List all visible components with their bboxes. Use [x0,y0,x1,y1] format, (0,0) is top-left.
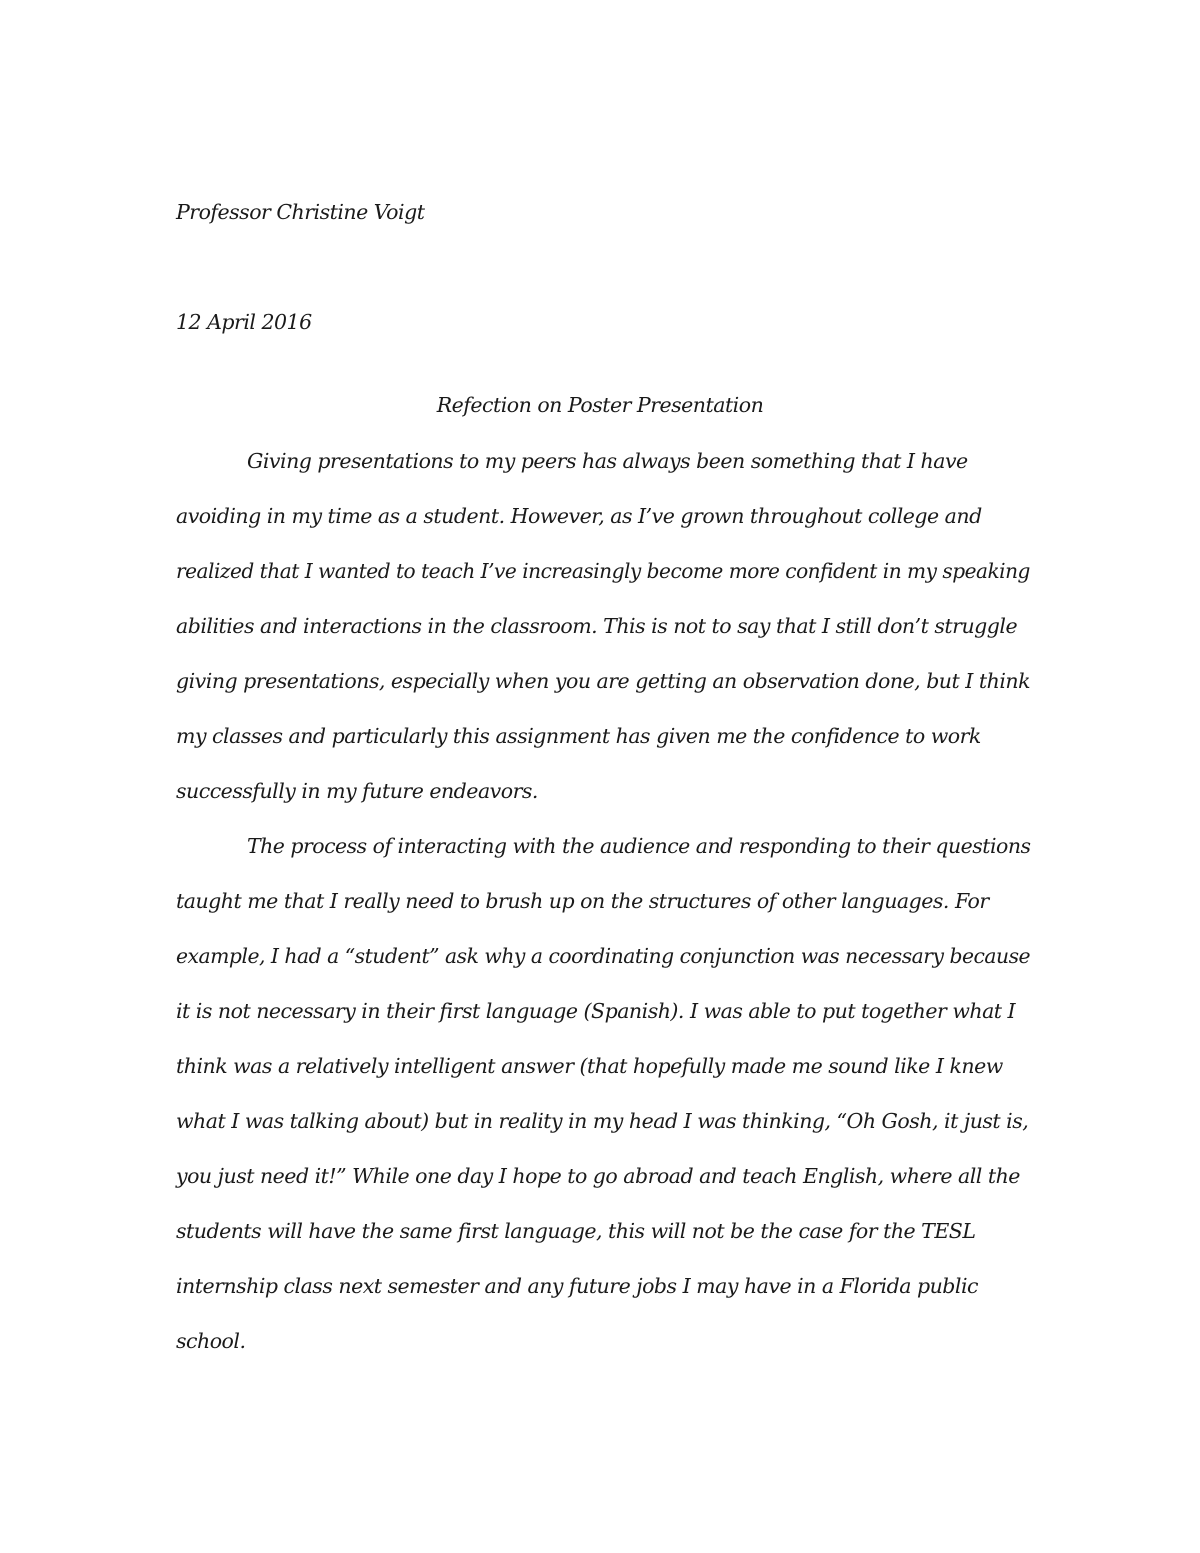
paragraph-line: internship class next semester and any future jobs I may have in a Florida public [176,1274,978,1298]
paragraph-line: realized that I wanted to teach I’ve increasingly become more confident in my speaking [176,559,1030,583]
paragraph-line: The process of interacting with the audience and responding to their questions [247,834,1031,858]
paragraph-line: think was a relatively intelligent answer (that hopefully made me sound like I knew [176,1054,1003,1078]
paragraph-line: Giving presentations to my peers has always been something that I have [247,449,968,473]
paragraph-line: abilities and interactions in the classroom. This is not to say that I still don’t struggle [176,614,1018,638]
professor-name: Professor Christine Voigt [176,200,425,224]
paragraph-line: example, I had a “student” ask why a coordinating conjunction was necessary because [176,944,1031,968]
document-title: Refection on Poster Presentation [436,393,764,417]
paragraph-line: my classes and particularly this assignment has given me the confidence to work [176,724,981,748]
paragraph-line: successfully in my future endeavors. [176,779,538,803]
paragraph-line: you just need it!” While one day I hope to go abroad and teach English, where all the [176,1164,1020,1188]
paragraph-line: taught me that I really need to brush up on the structures of other languages. For [176,889,989,913]
paragraph-line: avoiding in my time as a student. However, as I’ve grown throughout college and [176,504,982,528]
paragraph-line: it is not necessary in their first language (Spanish). I was able to put together what I [176,999,1016,1023]
paragraph-line: school. [176,1329,246,1353]
document-date: 12 April 2016 [176,310,312,334]
paragraph-line: students will have the same first language, this will not be the case for the TESL [176,1219,976,1243]
paragraph-line: what I was talking about) but in reality in my head I was thinking, “Oh Gosh, it just is, [176,1109,1029,1133]
paragraph-line: giving presentations, especially when you are getting an observation done, but I think [176,669,1031,693]
